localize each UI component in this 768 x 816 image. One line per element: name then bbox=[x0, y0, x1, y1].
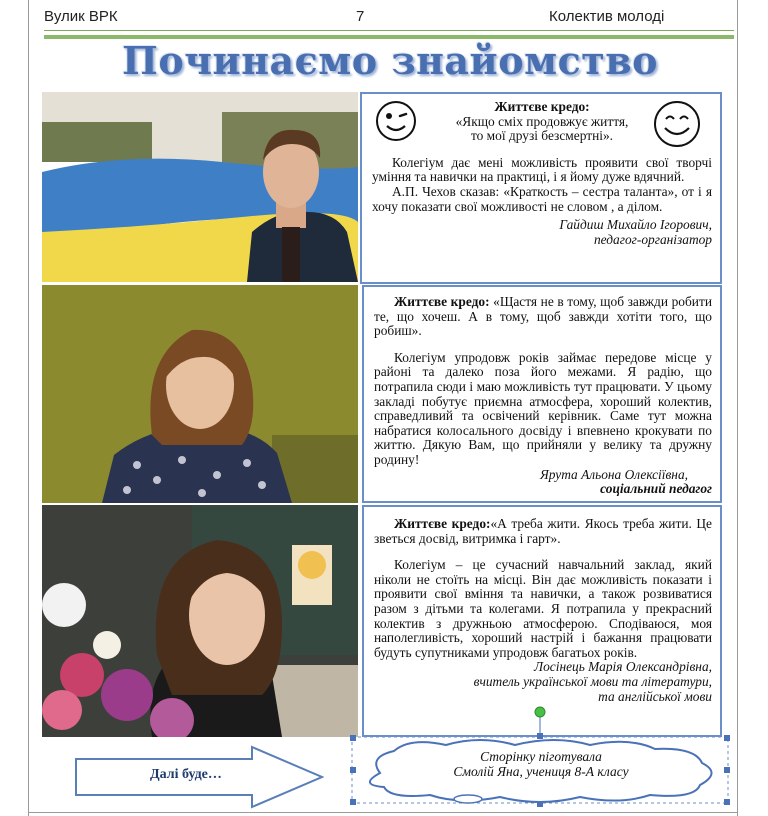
rotate-handle-icon[interactable] bbox=[533, 706, 547, 736]
credo-text-3: «А треба жити. Якось треба жити. Це зветься досвід, витримка і гарт». bbox=[374, 516, 712, 546]
cloud-text[interactable] bbox=[356, 749, 726, 779]
profile-photo-1 bbox=[42, 92, 358, 282]
profile-1-paragraph-2: А.П. Чехов сказав: «Краткость – сестра таланта», от і я хочу показати свої можливості не словом , а ділом. bbox=[372, 183, 712, 214]
page-header bbox=[44, 6, 734, 32]
credo-heading-3: Життєве кредо: bbox=[394, 516, 491, 531]
credo-heading-2: Життєве кредо: bbox=[394, 294, 490, 309]
profile-1-signature-name: Гайдиш Михайло Ігорович, bbox=[559, 217, 712, 233]
credo-text-2: «Щастя не в тому, щоб завжди робити те, що хочеш. А в тому, щоб завжди хотіти того, що робиш». bbox=[374, 294, 712, 339]
page-border-left bbox=[28, 0, 29, 816]
continue-label: Далі буде… bbox=[150, 767, 222, 782]
credo-heading-1: Життєве кредо: bbox=[494, 99, 590, 114]
credo-line-1a: «Якщо сміх продовжує життя, bbox=[455, 113, 629, 129]
profile-2-signature-name: Ярута Альона Олексіївна, bbox=[539, 466, 688, 482]
profile-3-signature-role-1: вчитель української мови та літератури, bbox=[473, 673, 712, 689]
profile-1-paragraph-1: Колегіум дає мені можливість проявити свої творчі уміння та навички на практиці, і я йому дуже вдячний. bbox=[372, 154, 712, 185]
profile-2-signature-role: соціальний педагог bbox=[600, 481, 712, 497]
profile-3-signature-name: Лосінець Марія Олександрівна, bbox=[534, 659, 712, 675]
profile-3-signature-role-2: та англійської мови bbox=[598, 688, 712, 704]
header-section: Колектив молоді bbox=[549, 8, 665, 25]
smiley-icon bbox=[652, 99, 702, 149]
cloud-line-1: Сторінку пiготувала bbox=[480, 749, 602, 764]
cloud-line-2: Смолій Яна, учениця 8-А класу bbox=[453, 764, 629, 779]
page-title: Починаємо знайомство bbox=[121, 38, 659, 83]
profile-3-paragraph-1: Колегіум – це сучасний навчальний заклад, який ніколи не стоїть на місці. Він дає можливість показати і проявити свої вміння та навички, а також розвиватися разом з дітьми та колегами. Я потрапила у прекрасний колектив з дружньою атмосферою. Сподіваюся, моя наполегливість, хороший настрій і бажання працювати будуть супутниками упродовж багатьох років. bbox=[374, 557, 712, 660]
winking-smiley-icon bbox=[374, 99, 418, 143]
header-publication: Вулик ВРК bbox=[44, 8, 118, 25]
profile-1-signature-role: педагог-організатор bbox=[593, 231, 712, 247]
header-rule-thin bbox=[44, 30, 734, 31]
page-border-bottom bbox=[28, 812, 738, 813]
profile-text-box-3[interactable] bbox=[362, 505, 722, 737]
profile-photo-3 bbox=[42, 505, 358, 737]
page-border-right bbox=[737, 0, 738, 816]
header-page-number: 7 bbox=[356, 8, 365, 25]
credo-line-1b: то мої друзі безсмертні». bbox=[470, 128, 614, 144]
profile-text-box-2[interactable] bbox=[362, 285, 722, 503]
profile-photo-2 bbox=[42, 285, 358, 503]
profile-2-paragraph-1: Колегіум упродовж років займає передове місце у районі та далеко поза його межами. Я радію, що потрапила сюди і маю можливість тут працювати. У цьому закладі побутує приємна атмосфера, хороший колектив, справедливий та освічений керівник. Саме тут можна набратися колосального досвіду і впевнено крокувати по життю. Дякую Вам, що прийняли у велику та дружну родину! bbox=[374, 349, 712, 467]
